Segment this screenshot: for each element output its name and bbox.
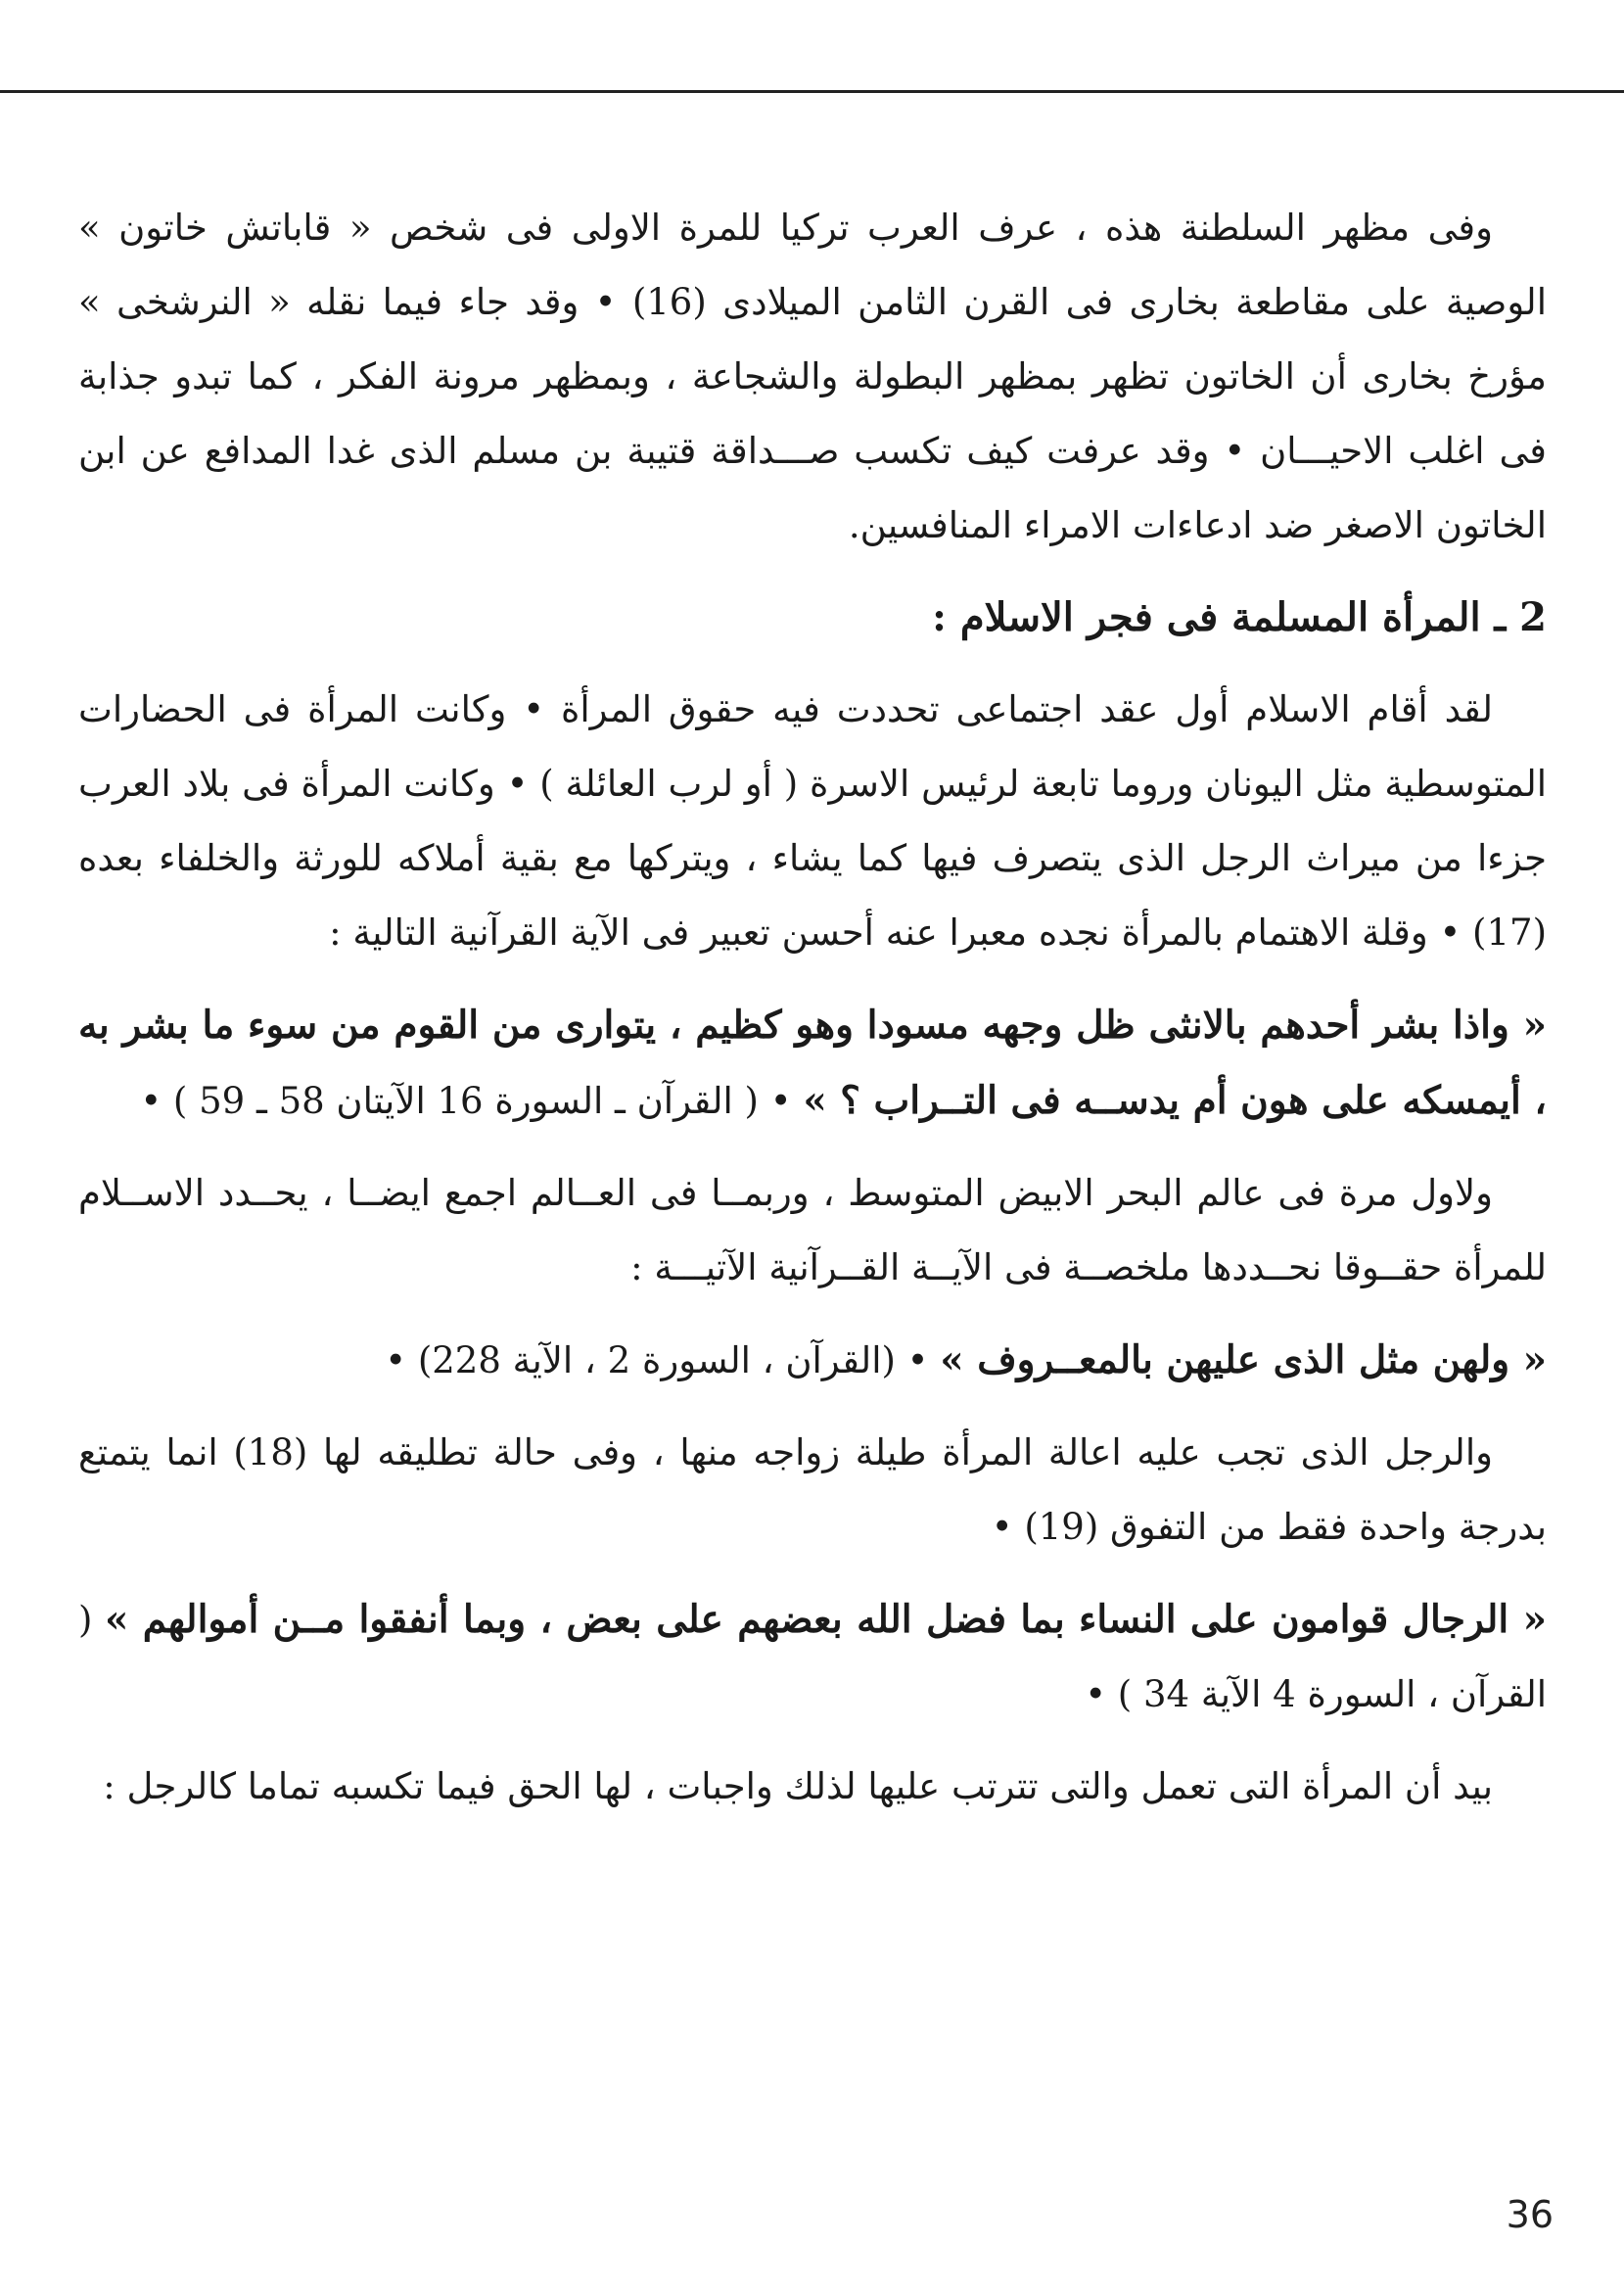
- paragraph-mediterranean: ولاول مرة فى عالم البحر الابيض المتوسط ، وربمــا فى العــالم اجمع ايضــا ، يحــدد الاســلام للمرأة حقــوقا نحــددها ملخصــة فى الآيــة القــرآنية الآتيـــة :: [78, 1172, 1547, 1288]
- paragraph-working-woman: بيد أن المرأة التى تعمل والتى تترتب عليها لذلك واجبات ، لها الحق فيما تكسبه تماما كالرجل :: [103, 1765, 1493, 1807]
- quran-verse-reference: • (القرآن ، السورة 2 ، الآية 228) •: [385, 1339, 941, 1381]
- section-heading: 2 ـ المرأة المسلمة فى فجر الاسلام :: [932, 594, 1547, 640]
- quran-verse-reference: • ( القرآن ـ السورة 16 الآيتان 58 ـ 59 ) •: [140, 1080, 804, 1122]
- quran-verse-block-1: [78, 988, 1547, 1139]
- page-number: 36: [1506, 2193, 1554, 2236]
- quran-verse-reference: ( القرآن ، السورة 4 الآية 34 ) •: [78, 1599, 1547, 1715]
- quran-verse-text: « الرجال قوامون على النساء بما فضل الله بعضهم على بعض ، وبما أنفقوا مــن أموالهم »: [105, 1597, 1547, 1642]
- top-rule: [0, 90, 1624, 93]
- page-body: [78, 191, 1547, 1842]
- quran-verse-block-2: [78, 1323, 1547, 1398]
- quran-verse-text: « ولهن مثل الذى عليهن بالمعــروف »: [940, 1337, 1547, 1382]
- quran-verse-text: « واذا بشر أحدهم بالانثى ظل وجهه مسودا وهو كظيم ، يتوارى من القوم من سوء ما بشر به ، أيمسكه على هون أم يدســه فى التــراب ؟ »: [78, 1003, 1547, 1123]
- quran-verse-block-3: [78, 1582, 1547, 1732]
- paragraph-qabatch-khatun: وفى مظهر السلطنة هذه ، عرف العرب تركيا للمرة الاولى فى شخص « قاباتش خاتون » الوصية على مقاطعة بخارى فى القرن الثامن الميلادى (16) • وقد جاء فيما نقله « النرشخى » مؤرخ بخارى أن الخاتون تظهر بمظهر البطولة والشجاعة ، وبمظهر مرونة الفكر ، كما تبدو جذابة فى اغلب الاحيـــان • وقد عرفت كيف تكسب صـــداقة قتيبة بن مسلم الذى غدا المدافع عن ابن الخاتون الاصغر ضد ادعاءات الامراء المنافسين.: [78, 207, 1547, 546]
- paragraph-social-contract: لقد أقام الاسلام أول عقد اجتماعى تحددت فيه حقوق المرأة • وكانت المرأة فى الحضارات المتوسطية مثل اليونان وروما تابعة لرئيس الاسرة ( أو لرب العائلة ) • وكانت المرأة فى بلاد العرب جزءا من ميراث الرجل الذى يتصرف فيها كما يشاء ، ويتركها مع بقية أملاكه للورثة والخلفاء بعده (17) • وقلة الاهتمام بالمرأة نجده معبرا عنه أحسن تعبير فى الآية القرآنية التالية :: [78, 688, 1547, 954]
- paragraph-husband-duty: والرجل الذى تجب عليه اعالة المرأة طيلة زواجه منها ، وفى حالة تطليقه لها (18) انما يتمتع بدرجة واحدة فقط من التفوق (19) •: [78, 1431, 1547, 1548]
